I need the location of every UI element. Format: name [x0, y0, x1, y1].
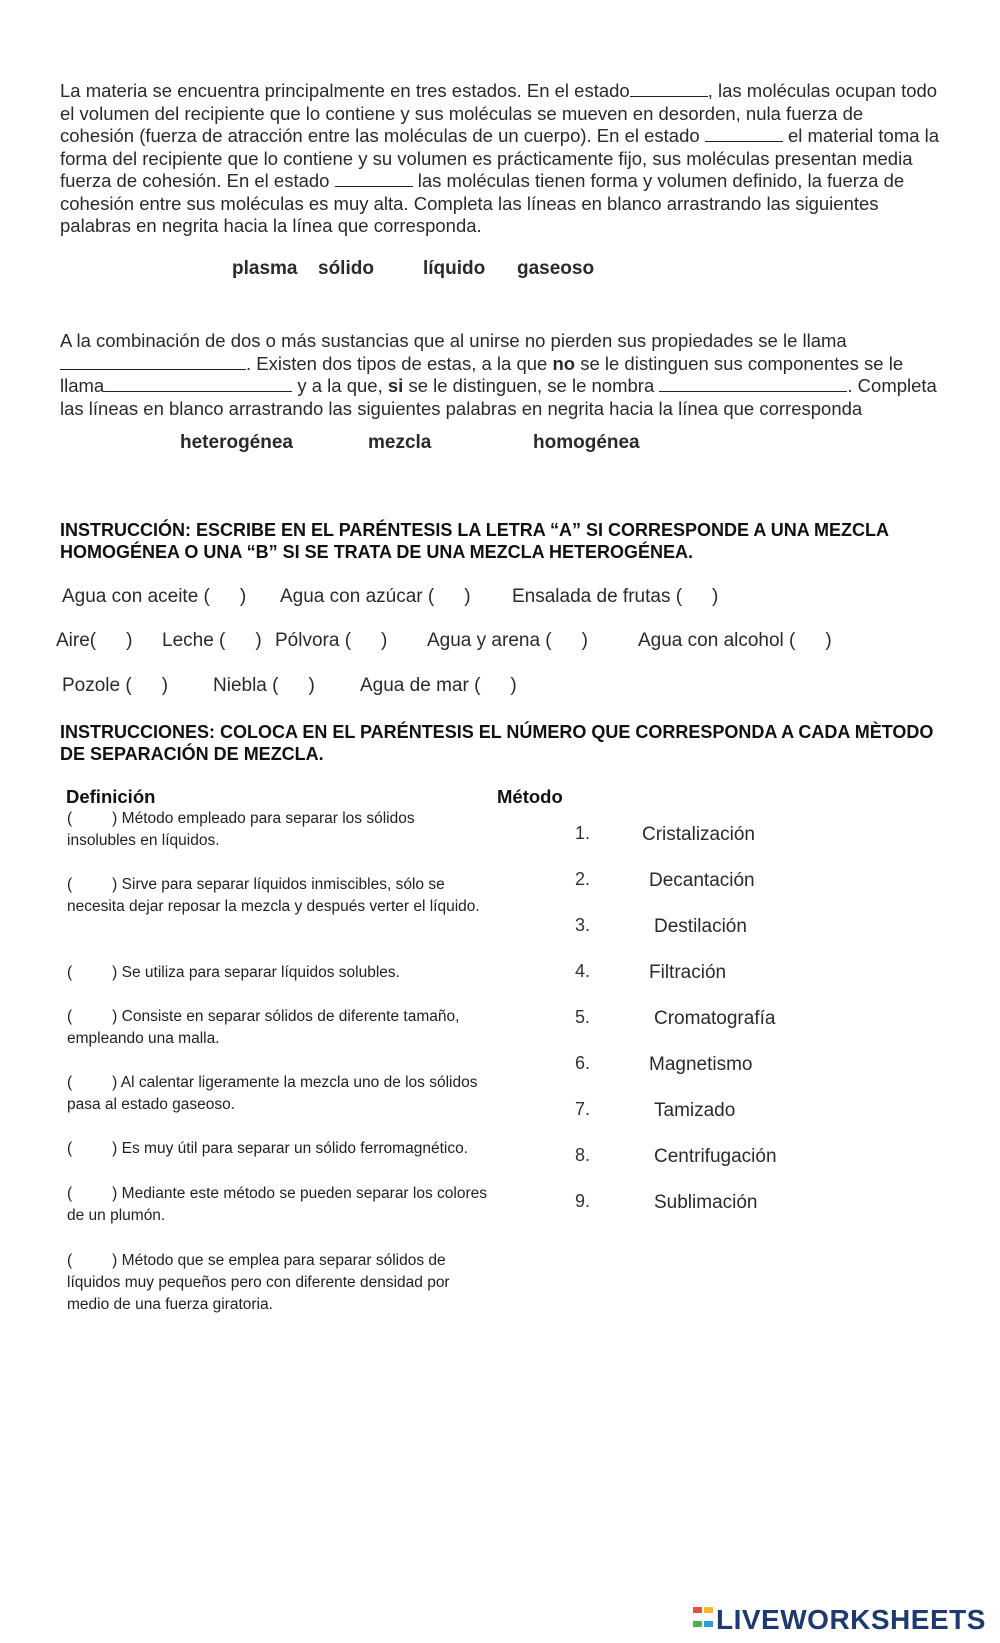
answer-input[interactable] — [682, 586, 712, 608]
method-name: Magnetismo — [649, 1054, 753, 1075]
definition-item — [67, 1183, 487, 1227]
item-label: Pozole ( — [62, 675, 132, 697]
logo-square — [704, 1621, 713, 1627]
definition-item — [67, 962, 487, 984]
answer-input[interactable] — [72, 1183, 112, 1205]
paragraph-text: . Existen dos tipos de estas, a la que — [246, 352, 548, 374]
definition-item — [67, 1072, 487, 1116]
mixture-item — [213, 675, 315, 697]
definition-header: Definición — [66, 786, 156, 807]
liveworksheets-logo — [693, 1604, 986, 1636]
drop-blank-1[interactable] — [630, 82, 708, 97]
paren-open: ( — [67, 1185, 73, 1203]
mixture-item — [427, 630, 588, 652]
method-number: 5. — [575, 1007, 591, 1027]
paragraph-text: el material toma la forma del recipiente que lo contiene y su volumen es prácticamente fijo, sus moléculas presentan media fuerza de cohesión. En el estado — [60, 125, 940, 191]
answer-input[interactable] — [210, 586, 240, 608]
method-name: Filtración — [649, 962, 727, 983]
mixture-item — [275, 630, 387, 652]
paren-open: ( — [67, 810, 73, 828]
item-label: Agua de mar ( — [360, 675, 481, 697]
paragraph-text: A la combinación de dos o más sustancias que al unirse no pierden sus propiedades se le llama — [60, 330, 847, 351]
answer-input[interactable] — [72, 808, 112, 830]
instruction-methods: INSTRUCCIONES: COLOCA EN EL PARÉNTESIS EL NÚMERO QUE CORRESPONDA A CADA MÈTODO DE SEPARACIÓN DE MEZCLA. — [60, 722, 934, 764]
definition-item — [67, 1006, 487, 1050]
paren-close: ) — [112, 964, 118, 982]
method-number: 2. — [575, 869, 591, 889]
mixture-item — [638, 630, 832, 652]
paragraph-text: , las moléculas ocupan todo el volumen del recipiente que lo contiene y sus moléculas se mueven en desorden, nula fuerza de cohesión (fuerza de atracción entre las moléculas de un cuerpo). En el estado — [60, 80, 938, 146]
answer-input[interactable] — [480, 675, 510, 697]
method-number: 4. — [575, 961, 591, 981]
item-label: Agua con aceite ( — [62, 586, 210, 608]
item-label: Ensalada de frutas ( — [512, 586, 683, 608]
paren-close: ) — [112, 1185, 118, 1203]
drop-blank-4[interactable] — [60, 355, 246, 370]
paren-open: ( — [67, 876, 73, 894]
method-name: Centrifugación — [654, 1146, 777, 1167]
answer-input[interactable] — [72, 1250, 112, 1272]
definition-text: Al calentar ligeramente la mezcla uno de los sólidos pasa al estado gaseoso. — [67, 1074, 478, 1114]
method-number: 9. — [575, 1191, 591, 1211]
paren-close: ) — [112, 876, 118, 894]
paren-open: ( — [67, 1252, 73, 1270]
method-number: 3. — [575, 915, 591, 935]
method-name: Tamizado — [654, 1100, 736, 1121]
paragraph-text: y a la que, — [297, 375, 383, 396]
definition-text: Método empleado para separar los sólidos insolubles en líquidos. — [67, 810, 415, 850]
mixture-item — [360, 675, 517, 697]
mixture-item — [162, 630, 262, 652]
item-label: Agua con alcohol ( — [638, 630, 796, 652]
item-label: Pólvora ( — [275, 630, 352, 652]
definition-text: Es muy útil para separar un sólido ferromagnético. — [121, 1140, 468, 1158]
drag-word-plasma[interactable]: plasma — [232, 258, 298, 279]
answer-input[interactable] — [278, 675, 308, 697]
paren-close: ) — [308, 675, 315, 697]
logo-square — [693, 1621, 702, 1627]
instruction-ab: INSTRUCCIÓN: ESCRIBE EN EL PARÉNTESIS LA LETRA “A” SI CORRESPONDE A UNA MEZCLA HOMOGÉNEA O UNA “B” SI SE TRATA DE UNA MEZCLA HETEROGÉNEA. — [60, 520, 889, 562]
mixture-item — [280, 586, 471, 608]
mixture-item — [62, 586, 246, 608]
paragraph-text: se le distinguen, se le nombra — [408, 375, 655, 396]
paragraph-text: . Completa las líneas en blanco arrastrando las siguientes palabras en negrita hacia la línea que corresponda — [60, 375, 937, 419]
paren-close: ) — [712, 586, 719, 608]
drag-word-mezcla[interactable]: mezcla — [368, 432, 432, 453]
paren-open: ( — [67, 1074, 73, 1092]
drag-word-heterogenea[interactable]: heterogénea — [180, 432, 293, 453]
paren-close: ) — [161, 675, 169, 697]
logo-square — [704, 1607, 713, 1613]
method-number: 8. — [575, 1145, 591, 1165]
item-label: Leche ( — [162, 630, 226, 652]
method-name: Cromatografía — [654, 1008, 776, 1029]
definition-text: Sirve para separar líquidos inmiscibles, sólo se necesita dejar reposar la mezcla y después verter el líquido. — [67, 876, 480, 916]
paren-close: ) — [112, 1140, 118, 1158]
paren-open: ( — [67, 964, 73, 982]
method-header: Método — [497, 786, 563, 807]
mixture-item — [62, 675, 168, 697]
answer-input[interactable] — [96, 630, 126, 652]
mixtures-paragraph — [60, 330, 940, 420]
paren-open: ( — [67, 1008, 73, 1026]
paren-close: ) — [239, 586, 247, 608]
answer-input[interactable] — [72, 874, 112, 896]
answer-input[interactable] — [552, 630, 582, 652]
mixture-item — [56, 630, 132, 652]
item-label: Aire( — [56, 630, 97, 652]
paren-close: ) — [112, 810, 118, 828]
item-label: Agua con azúcar ( — [280, 586, 435, 608]
answer-input[interactable] — [434, 586, 464, 608]
paragraph-text: La materia se encuentra principalmente en tres estados. En el estado — [60, 80, 630, 101]
paren-close: ) — [381, 630, 388, 652]
method-number: 6. — [575, 1053, 591, 1073]
answer-input[interactable] — [72, 962, 112, 984]
bold-word: si — [387, 375, 404, 396]
definition-text: Método que se emplea para separar sólidos de líquidos muy pequeños pero con diferente densidad por medio de una fuerza giratoria. — [67, 1252, 450, 1314]
paren-close: ) — [255, 630, 262, 652]
logo-square — [693, 1607, 702, 1613]
answer-input[interactable] — [72, 1072, 112, 1094]
method-name: Sublimación — [654, 1192, 758, 1213]
answer-input[interactable] — [72, 1138, 112, 1160]
paren-close: ) — [112, 1252, 118, 1270]
drag-word-liquido[interactable]: líquido — [423, 258, 486, 279]
paren-close: ) — [510, 675, 517, 697]
drop-blank-2[interactable] — [705, 127, 783, 142]
definition-item — [67, 1138, 487, 1160]
definition-text: Mediante este método se pueden separar los colores de un plumón. — [67, 1185, 487, 1225]
definition-text: Se utiliza para separar líquidos solubles. — [121, 964, 400, 982]
drop-blank-6[interactable] — [659, 377, 847, 392]
definition-item — [67, 1250, 487, 1316]
mixture-item — [512, 586, 718, 608]
method-number: 1. — [575, 823, 591, 843]
method-name: Destilación — [654, 916, 747, 937]
item-label: Agua y arena ( — [427, 630, 552, 652]
drop-blank-3[interactable] — [335, 172, 413, 187]
logo-text: LIVEWORKSHEETS — [716, 1604, 986, 1635]
drop-blank-5[interactable] — [104, 377, 292, 392]
paragraph-text: las moléculas tienen forma y volumen definido, la fuerza de cohesión entre sus moléculas es muy alta. Completa las líneas en blanco arrastrando las siguientes palabras en negrita hacia la línea que corresponda. — [60, 170, 905, 236]
states-of-matter-paragraph — [60, 80, 940, 238]
answer-input[interactable] — [225, 630, 255, 652]
answer-input[interactable] — [351, 630, 381, 652]
drag-word-homogenea[interactable]: homogénea — [533, 432, 640, 453]
paren-close: ) — [112, 1074, 118, 1092]
paragraph-text: se le distinguen sus componentes se le llama — [60, 352, 904, 396]
answer-input[interactable] — [132, 675, 162, 697]
method-name: Decantación — [649, 870, 755, 891]
definition-item — [67, 808, 487, 852]
answer-input[interactable] — [72, 1006, 112, 1028]
logo-grid-icon — [693, 1607, 713, 1633]
method-name: Cristalización — [642, 824, 755, 845]
definition-item — [67, 874, 487, 918]
paren-open: ( — [67, 1140, 73, 1158]
paren-close: ) — [112, 1008, 118, 1026]
paren-close: ) — [581, 630, 588, 652]
bold-word: no — [552, 352, 576, 374]
drag-word-gaseoso[interactable]: gaseoso — [517, 258, 595, 279]
drag-word-solido[interactable]: sólido — [318, 258, 374, 279]
paren-close: ) — [126, 630, 133, 652]
answer-input[interactable] — [795, 630, 825, 652]
item-label: Niebla ( — [213, 675, 279, 697]
method-number: 7. — [575, 1099, 591, 1119]
definition-text: Consiste en separar sólidos de diferente tamaño, empleando una malla. — [67, 1008, 460, 1048]
paren-close: ) — [464, 586, 471, 608]
paren-close: ) — [825, 630, 832, 652]
